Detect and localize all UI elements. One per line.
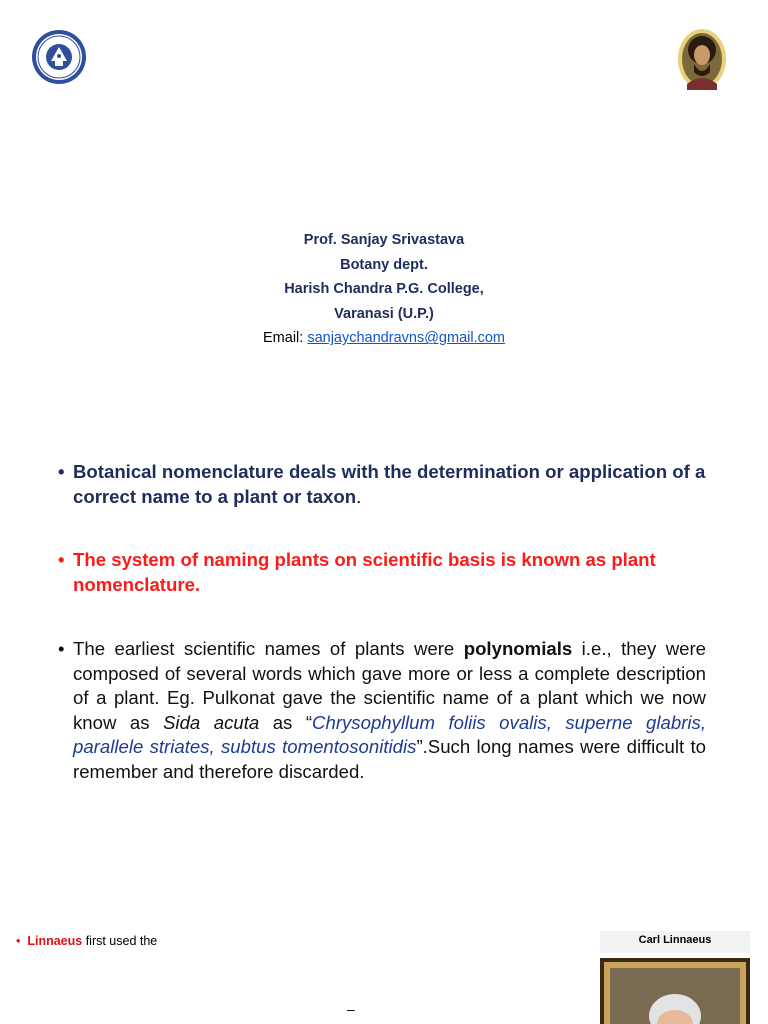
linnaeus-name: Linnaeus	[27, 934, 83, 948]
email-link[interactable]: sanjaychandravns@gmail.com	[307, 330, 505, 347]
b3-description: i.e., they were composed of several words which gave more or less a complete description of a plant. Eg. Pulkonat gave the scientific name of a plant which we now know as	[73, 638, 707, 733]
author-college: Harish Chandra P.G. College,	[284, 281, 484, 298]
author-name: Prof. Sanjay Srivastava	[303, 232, 465, 248]
bullet-1-period: .	[356, 485, 362, 507]
author-dept: Botany dept.	[340, 256, 428, 273]
carl-linnaeus-portrait	[600, 958, 750, 1024]
b3-as: as “	[259, 711, 313, 733]
linnaeus-text: first used the	[82, 934, 158, 948]
b3-latin-name: Chrysophyllum foliis ovalis, superne glabris, parallele striates, subtus tomentosonitidis	[73, 711, 706, 757]
bullet-nomenclature-definition	[58, 460, 706, 509]
slide-dash: –	[347, 1001, 355, 1017]
b3-closing: ”.Such long names were difficult to remember and therefore discarded.	[73, 736, 706, 782]
bullet-polynomials	[58, 637, 706, 784]
b3-polynomials: polynomials	[463, 638, 573, 659]
next-slide-bullet	[16, 934, 157, 948]
author-email-line	[0, 326, 768, 351]
b3-intro: The earliest scientific names of plants were	[73, 638, 464, 659]
b3-sida-acuta: Sida acuta	[163, 711, 260, 733]
college-seal-logo	[31, 29, 87, 85]
email-label: Email:	[263, 330, 308, 347]
portrait-logo	[677, 28, 727, 90]
author-city: Varanasi (U.P.)	[334, 305, 434, 322]
bullet-1-text: Botanical nomenclature deals with the determination or application of a correct name to a plant or taxon	[73, 461, 706, 507]
author-block	[0, 228, 768, 351]
bullet-icon: •	[16, 934, 21, 948]
carl-linnaeus-card-title: Carl Linnaeus	[600, 931, 750, 953]
bullet-system-of-naming	[58, 548, 706, 597]
bullet-icon: •	[58, 638, 65, 659]
bullet-icon: •	[58, 461, 65, 482]
bullet-icon: •	[58, 549, 65, 570]
bullet-2-text: The system of naming plants on scientific basis is known as plant nomenclature.	[73, 549, 656, 595]
